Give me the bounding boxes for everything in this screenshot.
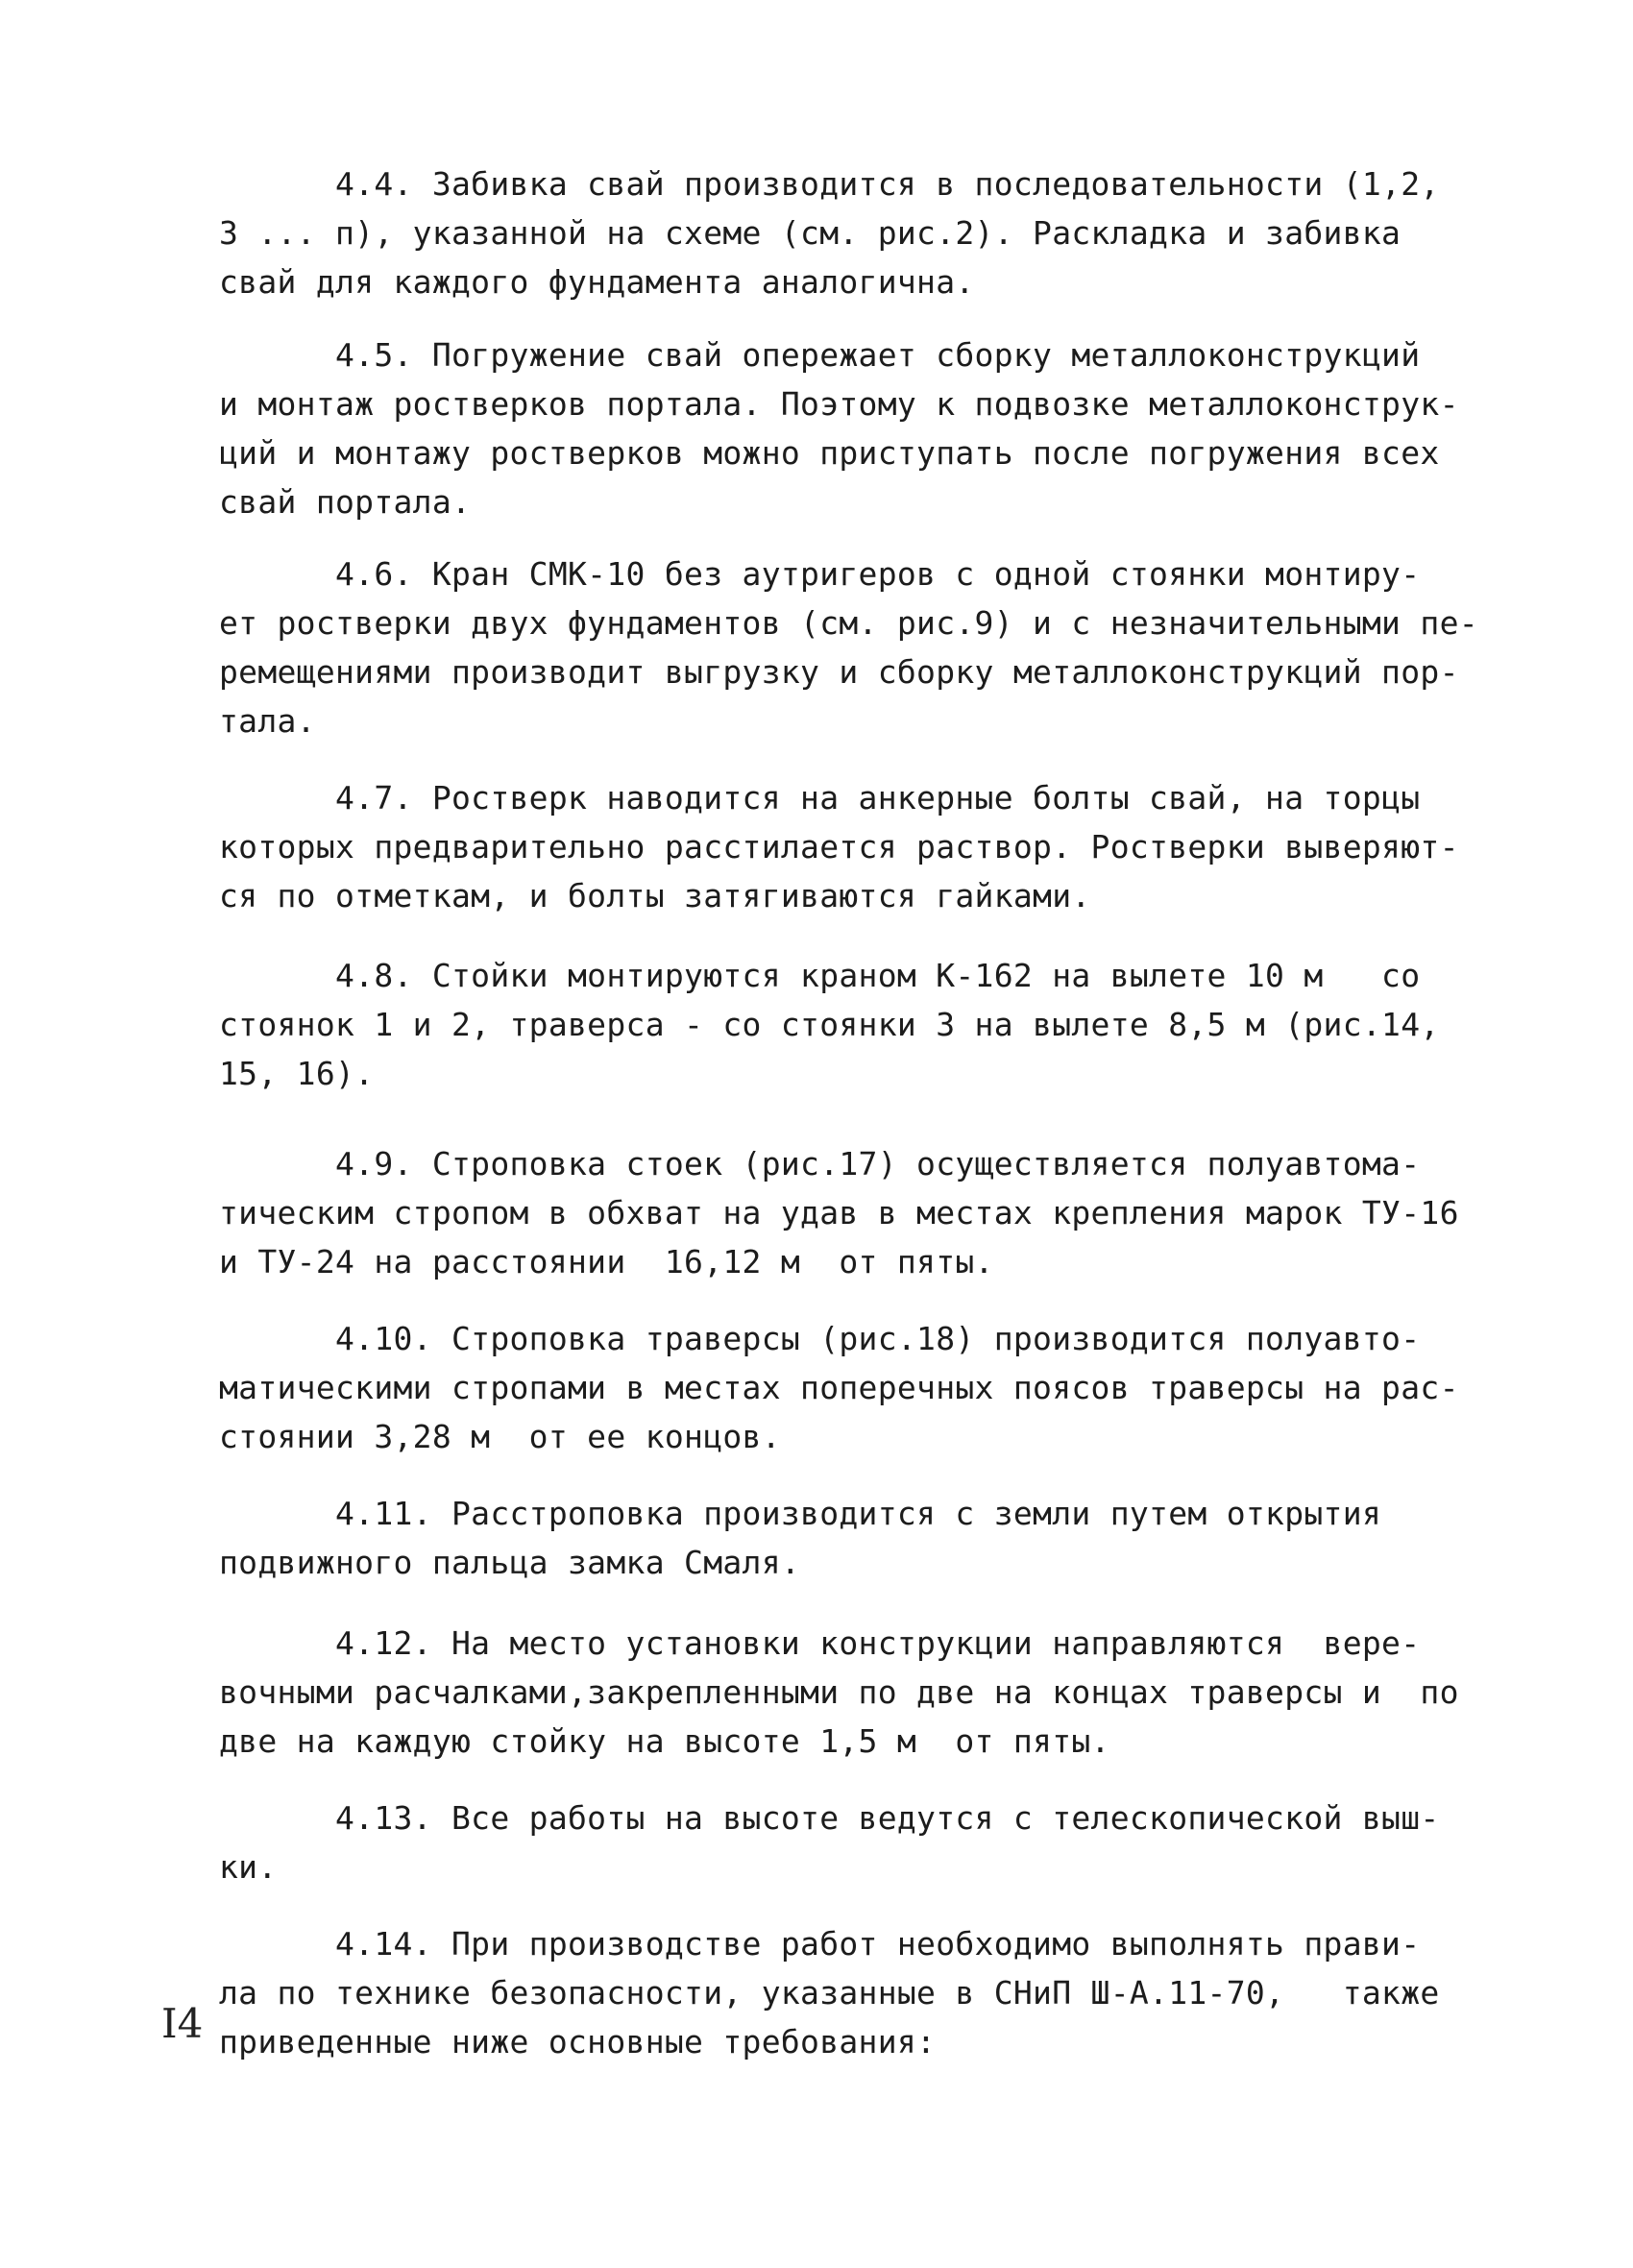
text-line: 4.4. Забивка свай производится в последовательности (1,2, [219, 165, 1440, 203]
text-line: 3 ... п), указанной на схеме (см. рис.2). Раскладка и забивка [219, 214, 1401, 252]
text-line: ся по отметкам, и болты затягиваются гайками. [219, 877, 1091, 915]
text-line: 4.14. При производстве работ необходимо выполнять прави- [219, 1925, 1421, 1963]
text-line: подвижного пальца замка Смаля. [219, 1544, 801, 1581]
text-line: ций и монтажу ростверков можно приступать после погружения всех [219, 434, 1440, 472]
text-line: две на каждую стойку на высоте 1,5 м от пяты. [219, 1722, 1110, 1760]
paragraph-4-10 [219, 1314, 1459, 1461]
text-line: вочными расчалками,закрепленными по две на концах траверсы и по [219, 1673, 1459, 1711]
text-line: ремещениями производит выгрузку и сборку металлоконструкций пор- [219, 653, 1459, 691]
text-line: 15, 16). [219, 1055, 375, 1092]
text-line: 4.10. Строповка траверсы (рис.18) производится полуавто- [219, 1320, 1421, 1357]
text-line: 4.12. На место установки конструкции направляются вере- [219, 1624, 1421, 1662]
paragraph-4-12 [219, 1619, 1459, 1766]
text-line: 4.6. Кран СМК-10 без аутригеров с одной стоянки монтиру- [219, 555, 1421, 593]
paragraph-4-7 [219, 773, 1459, 920]
paragraph-4-8 [219, 951, 1449, 1098]
text-line: 4.13. Все работы на высоте ведутся с телескопической выш- [219, 1799, 1440, 1837]
text-line: ки. [219, 1848, 278, 1886]
text-line: и ТУ-24 на расстоянии 16,12 м от пяты. [219, 1243, 994, 1280]
text-line: 4.7. Ростверк наводится на анкерные болты свай, на торцы [219, 779, 1421, 817]
text-line: 4.9. Строповка стоек (рис.17) осуществляется полуавтома- [219, 1145, 1421, 1183]
text-line: матическими стропами в местах поперечных поясов траверсы на рас- [219, 1369, 1459, 1406]
text-line: свай портала. [219, 483, 472, 521]
paragraph-4-5 [219, 330, 1459, 526]
text-line: стоянок 1 и 2, траверса - со стоянки 3 на вылете 8,5 м (рис.14, [219, 1006, 1440, 1043]
text-line: и монтаж ростверков портала. Поэтому к подвозке металлоконструк- [219, 385, 1459, 423]
paragraph-4-13 [219, 1793, 1449, 1891]
text-line: которых предварительно расстилается раствор. Ростверки выверяют- [219, 828, 1459, 866]
page-number: I4 [161, 2000, 204, 2047]
text-line: стоянии 3,28 м от ее концов. [219, 1418, 781, 1455]
text-line: тическим стропом в обхват на удав в местах крепления марок ТУ-16 [219, 1194, 1459, 1232]
text-line: 4.11. Расстроповка производится с земли путем открытия [219, 1495, 1382, 1532]
text-line: приведенные ниже основные требования: [219, 2023, 937, 2061]
paragraph-4-4 [219, 159, 1449, 306]
paragraph-4-14 [219, 1919, 1449, 2066]
text-line: ет ростверки двух фундаментов (см. рис.9) и с незначительными пе- [219, 604, 1478, 642]
text-line: свай для каждого фундамента аналогична. [219, 263, 975, 301]
text-line: тала. [219, 702, 316, 740]
paragraph-4-6 [219, 549, 1478, 745]
text-line: ла по технике безопасности, указанные в СНиП Ш-А.11-70, также [219, 1974, 1440, 2012]
text-line: 4.5. Погружение свай опережает сборку металлоконструкций [219, 336, 1421, 374]
text-line: 4.8. Стойки монтируются краном К-162 на вылете 10 м со [219, 957, 1421, 994]
paragraph-4-11 [219, 1489, 1449, 1587]
paragraph-4-9 [219, 1139, 1459, 1286]
